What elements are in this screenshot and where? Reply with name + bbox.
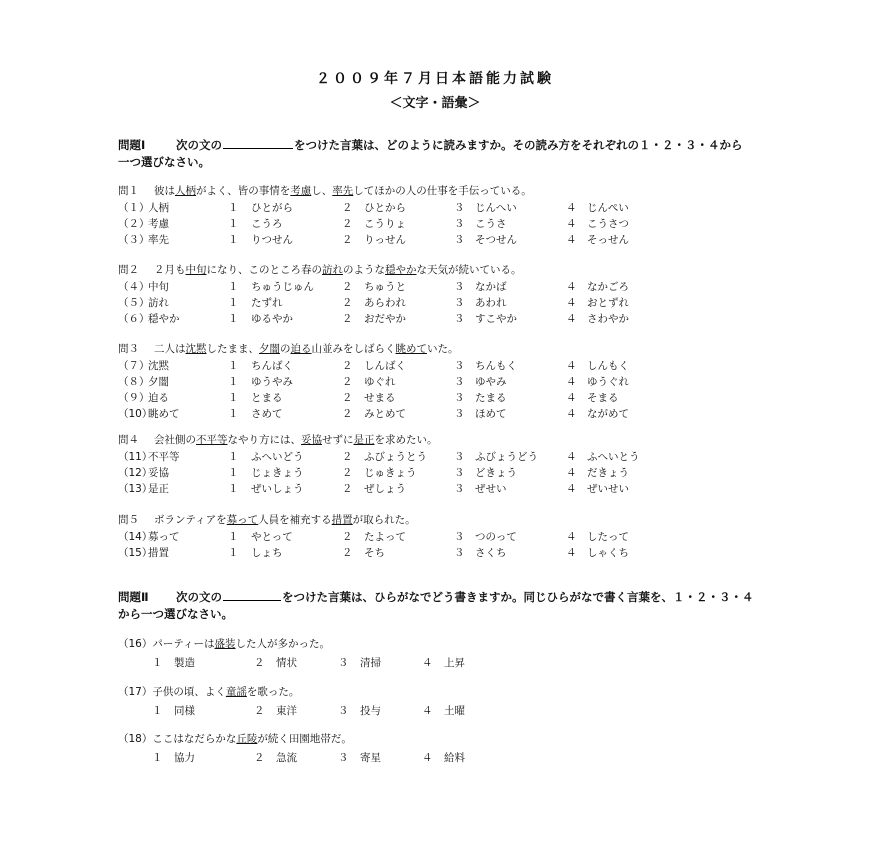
item-word: 沈黙 [148, 360, 169, 372]
choice-text: ぜせい [475, 483, 507, 495]
choice-number: ２ [254, 705, 265, 717]
choice-number: １ [228, 360, 239, 372]
choice-number: ２ [342, 483, 353, 495]
choice-number: １ [228, 467, 239, 479]
underlined-word: 募って [226, 514, 259, 526]
choice-number: ２ [342, 202, 353, 214]
sentence-text: な天気が続いている。 [416, 264, 522, 276]
underlined-word: 訪れ [322, 264, 343, 276]
item-number: （８） [118, 376, 150, 388]
sentence-text: 山並みをしばらく [311, 343, 396, 355]
choice-text: こうさ [475, 218, 507, 230]
underlined-word: 中旬 [185, 264, 207, 276]
choice-text: せまる [364, 392, 396, 404]
sentence-text: ここはなだらかな [152, 733, 237, 745]
item-word: 眺めて [148, 408, 180, 420]
section1-instr-pre: 次の文の [176, 138, 222, 152]
choice-text: ちんばく [251, 360, 293, 372]
item-number: （17） [118, 686, 153, 698]
choice-text: どきょう [475, 467, 517, 479]
choice-number: ４ [422, 752, 433, 764]
choice-text: ちゅうと [364, 281, 406, 293]
section2-instr-post: をつけた言葉は、ひらがなでどう書きますか。同じひらがなで書く言葉を、１・２・３・４ [282, 590, 754, 604]
choice-text: りっせん [364, 234, 406, 246]
underlined-word: 盛装 [214, 638, 236, 650]
choice-text: したって [587, 531, 629, 543]
choice-number: ２ [254, 657, 265, 669]
question-number: 問３ [118, 343, 139, 355]
sentence-text: 会社側の [154, 434, 196, 446]
choice-number: ３ [454, 281, 465, 293]
choice-number: １ [228, 547, 239, 559]
choice-text: ゆうやみ [251, 376, 293, 388]
choice-text: 製造 [174, 657, 195, 669]
choice-text: ぜいせい [587, 483, 629, 495]
choice-number: １ [228, 451, 239, 463]
choice-number: ２ [342, 392, 353, 404]
blank-underline [223, 589, 281, 601]
item-word: 人柄 [148, 202, 169, 214]
item-number: （16） [118, 638, 153, 650]
choice-text: ゆうぐれ [587, 376, 629, 388]
choice-text: さくち [475, 547, 507, 559]
choice-text: 同様 [174, 705, 195, 717]
choice-text: 東洋 [276, 705, 297, 717]
item-word: 不平等 [148, 451, 180, 463]
sentence-text: ボランティアを [154, 514, 227, 526]
sentence-text: になり、このところ春の [206, 264, 322, 276]
choice-number: １ [228, 376, 239, 388]
choice-text: じんへい [475, 202, 517, 214]
choice-number: ２ [342, 313, 353, 325]
item-number: （２） [118, 218, 150, 230]
section2-instruction [118, 589, 778, 623]
choice-text: じんぺい [587, 202, 629, 214]
choice-text: ひとから [364, 202, 406, 214]
question-sentence [118, 731, 352, 746]
item-word: 中旬 [148, 281, 169, 293]
choice-number: ２ [342, 360, 353, 372]
item-number: （７） [118, 360, 150, 372]
item-word: 措置 [148, 547, 169, 559]
sentence-text: パーティーは [152, 638, 215, 650]
choice-text: とまる [251, 392, 283, 404]
section2-instr-pre: 次の文の [176, 590, 222, 604]
choice-number: ３ [454, 297, 465, 309]
section1-instruction [118, 137, 778, 171]
choice-text: しゃくち [587, 547, 629, 559]
question-sentence [118, 684, 299, 699]
choice-text: 協力 [174, 752, 195, 764]
choice-number: ２ [342, 451, 353, 463]
section2-label: 問題Ⅱ [118, 590, 149, 604]
choice-number: ４ [566, 451, 577, 463]
choice-text: 土曜 [444, 705, 465, 717]
question-number: 問４ [118, 434, 139, 446]
choice-text: たよって [364, 531, 406, 543]
choice-number: ４ [566, 408, 577, 420]
item-number: （１） [118, 202, 150, 214]
choice-number: １ [152, 657, 163, 669]
sentence-text: を求めたい。 [374, 434, 438, 446]
choice-text: おだやか [364, 313, 406, 325]
item-word: 穏やか [148, 313, 180, 325]
choice-text: だきょう [587, 467, 629, 479]
item-number: （９） [118, 392, 150, 404]
choice-text: やとって [251, 531, 293, 543]
choice-number: １ [228, 202, 239, 214]
item-number: （６） [118, 313, 150, 325]
choice-number: ２ [342, 218, 353, 230]
sentence-text: 二人は [154, 343, 186, 355]
item-number: （11） [118, 451, 153, 463]
sentence-text: したまま、 [206, 343, 259, 355]
choice-number: １ [228, 483, 239, 495]
choice-text: ぜいしょう [251, 483, 304, 495]
choice-text: ちんもく [475, 360, 517, 372]
underlined-word: 措置 [331, 514, 353, 526]
choice-text: しんばく [364, 360, 406, 372]
choice-text: さわやか [587, 313, 629, 325]
choice-number: １ [152, 705, 163, 717]
choice-number: ３ [454, 451, 465, 463]
choice-text: そっせん [587, 234, 629, 246]
underlined-word: 夕闇 [259, 343, 280, 355]
underlined-word: 人柄 [175, 185, 196, 197]
item-word: 妥協 [148, 467, 169, 479]
choice-number: １ [228, 313, 239, 325]
choice-text: しんもく [587, 360, 629, 372]
sentence-text: が取られた。 [352, 514, 416, 526]
answer-options [152, 703, 552, 717]
answer-options [152, 750, 552, 764]
choice-number: ４ [566, 360, 577, 372]
choice-text: ゆぐれ [364, 376, 396, 388]
question-number: 問５ [118, 514, 139, 526]
underlined-word: 迫る [290, 343, 312, 355]
choice-text: 給料 [444, 752, 465, 764]
choice-number: ４ [566, 281, 577, 293]
underlined-word: 不平等 [196, 434, 228, 446]
underlined-word: 考慮 [290, 185, 312, 197]
item-number: （４） [118, 281, 150, 293]
choice-number: ３ [454, 483, 465, 495]
choice-number: １ [228, 297, 239, 309]
choice-number: ３ [454, 547, 465, 559]
sentence-text: の [280, 343, 291, 355]
sentence-text: なやり方には、 [227, 434, 301, 446]
page-title: ２００９年７月日本語能力試験 [316, 71, 554, 87]
item-number: （18） [118, 733, 153, 745]
choice-number: ４ [566, 313, 577, 325]
choice-number: ３ [454, 313, 465, 325]
choice-number: ４ [566, 234, 577, 246]
sentence-text: のような [343, 264, 385, 276]
choice-number: ３ [338, 752, 349, 764]
sentence-text: いた。 [427, 343, 459, 355]
sentence-text: してほかの人の仕事を手伝っている。 [353, 185, 532, 197]
item-number: （13） [118, 483, 153, 495]
choice-number: １ [152, 752, 163, 764]
choice-number: ３ [454, 467, 465, 479]
choice-number: ４ [422, 657, 433, 669]
choice-text: つのって [475, 531, 517, 543]
choice-number: １ [228, 281, 239, 293]
choice-text: たずれ [251, 297, 283, 309]
choice-text: あわれ [475, 297, 507, 309]
section1-instr-line2: 一つ選びなさい。 [118, 155, 210, 169]
choice-text: すこやか [475, 313, 517, 325]
item-number: （14） [118, 531, 153, 543]
choice-number: ３ [454, 202, 465, 214]
choice-text: そち [364, 547, 385, 559]
item-number: （３） [118, 234, 150, 246]
choice-number: ４ [566, 392, 577, 404]
page-subtitle: ＜文字・語彙＞ [389, 96, 481, 111]
choice-text: ちゅうじゅん [251, 281, 314, 293]
question-sentence [118, 262, 522, 277]
section1-instr-post: をつけた言葉は、どのように読みますか。その読み方をそれぞれの１・２・３・４から [294, 138, 743, 152]
item-word: 訪れ [148, 297, 169, 309]
choice-number: ３ [454, 218, 465, 230]
choice-text: そまる [587, 392, 619, 404]
choice-text: こうろ [251, 218, 283, 230]
choice-number: ３ [454, 234, 465, 246]
underlined-word: 眺めて [395, 343, 427, 355]
choice-text: ほめて [475, 408, 507, 420]
sentence-text: した人が多かった。 [235, 638, 331, 650]
item-word: 募って [148, 531, 180, 543]
choice-number: ３ [454, 392, 465, 404]
item-number: （12） [118, 467, 153, 479]
sentence-text: を歌った。 [246, 686, 300, 698]
underlined-word: 妥協 [301, 434, 322, 446]
choice-number: ４ [566, 297, 577, 309]
choice-number: ４ [566, 202, 577, 214]
item-word: 夕闇 [148, 376, 169, 388]
choice-text: ふへいとう [587, 451, 640, 463]
sentence-text: ２月も [154, 264, 186, 276]
item-word: 是正 [148, 483, 169, 495]
blank-underline [223, 137, 293, 149]
item-number: （５） [118, 297, 150, 309]
question-number: 問２ [118, 264, 139, 276]
choice-number: ４ [566, 467, 577, 479]
choice-number: ４ [566, 483, 577, 495]
section1-label: 問題Ⅰ [118, 138, 146, 152]
choice-text: 寄星 [360, 752, 381, 764]
choice-text: さめて [251, 408, 283, 420]
choice-number: １ [228, 218, 239, 230]
choice-text: 情状 [276, 657, 297, 669]
choice-text: あらわれ [364, 297, 406, 309]
item-word: 迫る [148, 392, 169, 404]
choice-number: ２ [342, 531, 353, 543]
choice-text: なかば [475, 281, 507, 293]
question-sentence [118, 512, 416, 527]
question-sentence [118, 636, 330, 651]
item-number: （10） [118, 408, 153, 420]
choice-number: ３ [454, 531, 465, 543]
sentence-text: が続く田園地帯だ。 [257, 733, 352, 745]
choice-text: ふびょうとう [364, 451, 427, 463]
choice-text: 上昇 [444, 657, 465, 669]
choice-text: ゆるやか [251, 313, 293, 325]
choice-text: なかごろ [587, 281, 629, 293]
choice-text: じょきょう [251, 467, 304, 479]
question-sentence [118, 183, 532, 198]
sentence-text: せずに [322, 434, 354, 446]
choice-text: ゆやみ [475, 376, 507, 388]
choice-number: ３ [454, 360, 465, 372]
choice-text: そつせん [475, 234, 517, 246]
underlined-word: 沈黙 [185, 343, 207, 355]
choice-text: こうさつ [587, 218, 629, 230]
sentence-text: し、 [311, 185, 333, 197]
choice-number: ２ [342, 376, 353, 388]
choice-text: ふびょうどう [475, 451, 538, 463]
choice-text: ひとがら [251, 202, 293, 214]
item-number: （15） [118, 547, 153, 559]
choice-number: ３ [338, 705, 349, 717]
choice-number: １ [228, 531, 239, 543]
sentence-text: 人員を補充する [258, 514, 332, 526]
choice-number: ２ [254, 752, 265, 764]
choice-number: ４ [566, 531, 577, 543]
choice-number: ２ [342, 234, 353, 246]
choice-number: １ [228, 392, 239, 404]
choice-number: ２ [342, 467, 353, 479]
underlined-word: 是正 [353, 434, 375, 446]
choice-text: りつせん [251, 234, 293, 246]
choice-number: １ [228, 234, 239, 246]
choice-number: ３ [454, 408, 465, 420]
choice-number: ２ [342, 297, 353, 309]
choice-text: じゅきょう [364, 467, 417, 479]
choice-text: 清掃 [360, 657, 381, 669]
choice-text: たまる [475, 392, 507, 404]
question-number: 問１ [118, 185, 139, 197]
choice-text: 急流 [276, 752, 297, 764]
question-sentence [118, 341, 459, 356]
choice-number: ３ [338, 657, 349, 669]
underlined-word: 童謡 [225, 686, 247, 698]
choice-number: ３ [454, 376, 465, 388]
choice-number: ２ [342, 547, 353, 559]
item-word: 考慮 [148, 218, 169, 230]
sentence-text: 彼は [154, 185, 175, 197]
choice-text: こうりょ [364, 218, 406, 230]
choice-text: ふへいどう [251, 451, 304, 463]
choice-text: みとめて [364, 408, 406, 420]
choice-text: しょち [251, 547, 283, 559]
choice-number: ４ [566, 218, 577, 230]
question-sentence [118, 432, 438, 447]
answer-options [152, 655, 552, 669]
item-word: 率先 [148, 234, 169, 246]
section2-instr-line2: から一つ選びなさい。 [118, 607, 233, 621]
sentence-text: がよく、皆の事情を [196, 185, 291, 197]
choice-number: ４ [566, 547, 577, 559]
choice-number: ４ [422, 705, 433, 717]
sentence-text: 子供の頃、よく [152, 686, 226, 698]
underlined-word: 穏やか [385, 264, 417, 276]
choice-text: ぜしょう [364, 483, 406, 495]
choice-number: ４ [566, 376, 577, 388]
choice-number: ２ [342, 408, 353, 420]
choice-number: １ [228, 408, 239, 420]
underlined-word: 率先 [332, 185, 354, 197]
choice-text: 投与 [360, 705, 381, 717]
underlined-word: 丘陵 [236, 733, 258, 745]
choice-number: ２ [342, 281, 353, 293]
choice-text: おとずれ [587, 297, 629, 309]
choice-text: ながめて [587, 408, 629, 420]
